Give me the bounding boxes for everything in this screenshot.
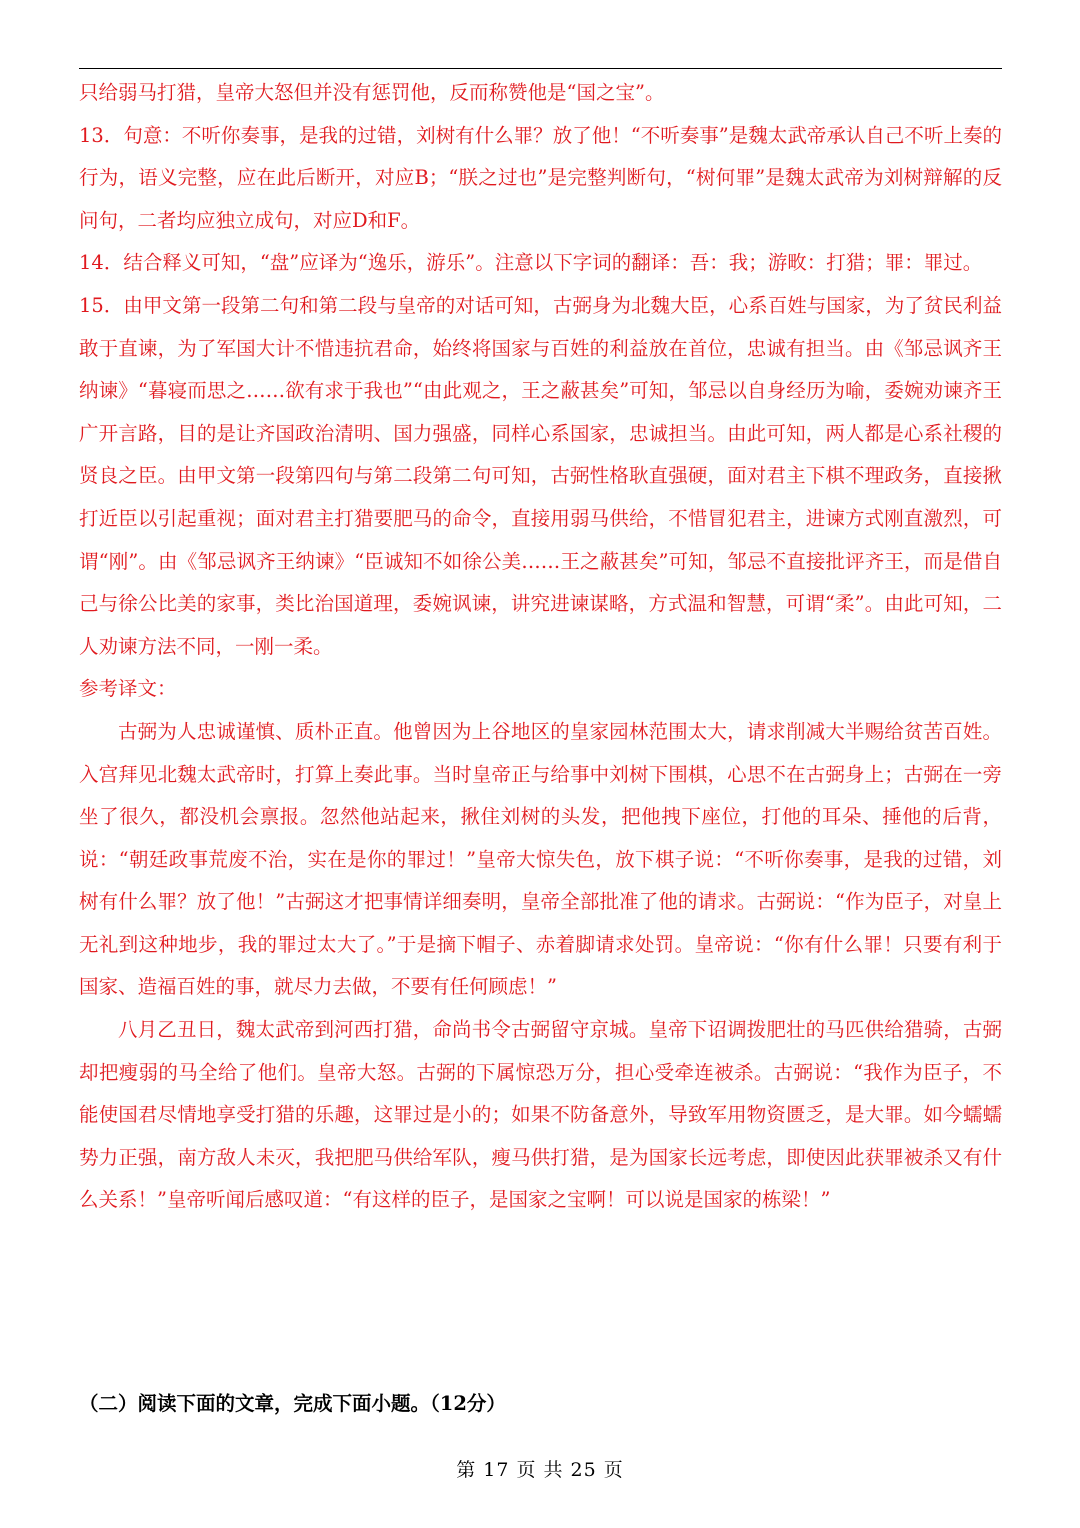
header-rule — [79, 68, 1002, 69]
answer-13: 13．句意：不听你奏事，是我的过错，刘树有什么罪？放了他！“不听奏事”是魏太武帝承认自己不听上奏的行为，语义完整，应在此后断开，对应B；“朕之过也”是完整判断句，“树何罪”是魏太武帝为刘树辩解的反问句，二者均应独立成句，对应D和F。 — [79, 123, 1002, 232]
paragraph-continuation: 只给弱马打猎，皇帝大怒但并没有惩罚他，反而称赞他是“国之宝”。 — [79, 81, 665, 104]
answer-explanation — [79, 72, 1002, 1222]
translation-paragraph: 古弼为人忠诚谨慎、质朴正直。他曾因为上谷地区的皇家园林范围太大，请求削减大半赐给贫苦百姓。入宫拜见北魏太武帝时，打算上奏此事。当时皇帝正与给事中刘树下围棋，心思不在古弼身上；古弼在一旁坐了很久，都没机会禀报。忽然他站起来，揪住刘树的头发，把他拽下座位，打他的耳朵、捶他的后背，说：“朝廷政事荒废不治，实在是你的罪过！”皇帝大惊失色，放下棋子说：“不听你奏事，是我的过错，刘树有什么罪？放了他！”古弼这才把事情详细奏明，皇帝全部批准了他的请求。古弼说：“作为臣子，对皇上无礼到这种地步，我的罪过太大了。”于是摘下帽子、赤着脚请求处罚。皇帝说：“你有什么罪！只要有利于国家、造福百姓的事，就尽力去做，不要有任何顾虑！” — [79, 719, 1002, 999]
page-number: 第 17 页 共 25 页 — [456, 1459, 624, 1481]
section-heading: （二）阅读下面的文章，完成下面小题。（12分） — [79, 1392, 506, 1415]
answer-15: 15．由甲文第一段第二句和第二段与皇帝的对话可知，古弼身为北魏大臣，心系百姓与国家，为了贫民利益敢于直谏，为了军国大计不惜违抗君命，始终将国家与百姓的利益放在首位，忠诚有担当。由《邹忌讽齐王纳谏》“暮寝而思之……欲有求于我也”“由此观之，王之蔽甚矣”可知，邹忌以自身经历为喻，委婉劝谏齐王广开言路，目的是让齐国政治清明、国力强盛，同样心系国家，忠诚担当。由此可知，两人都是心系社稷的贤良之臣。由甲文第一段第四句与第二段第二句可知，古弼性格耿直强硬，面对君主下棋不理政务，直接揪打近臣以引起重视；面对君主打猎要肥马的命令，直接用弱马供给，不惜冒犯君主，进谏方式刚直激烈，可谓“刚”。由《邹忌讽齐王纳谏》“臣诚知不如徐公美……王之蔽甚矣”可知，邹忌不直接批评齐王，而是借自己与徐公比美的家事，类比治国道理，委婉讽谏，讲究进谏谋略，方式温和智慧，可谓“柔”。由此可知，二人劝谏方法不同，一刚一柔。 — [79, 293, 1002, 658]
translation-label: 参考译文： — [79, 677, 177, 701]
answer-14: 14．结合释义可知，“盘”应译为“逸乐，游乐”。注意以下字词的翻译：吾：我；游畋：打猎；罪：罪过。 — [79, 251, 983, 275]
translation-paragraph: 八月乙丑日，魏太武帝到河西打猎，命尚书令古弼留守京城。皇帝下诏调拨肥壮的马匹供给猎骑，古弼却把瘦弱的马全给了他们。皇帝大怒。古弼的下属惊恐万分，担心受牵连被杀。古弼说：“我作为臣子，不能使国君尽情地享受打猎的乐趣，这罪过是小的；如果不防备意外，导致军用物资匮乏，是大罪。如今蠕蠕势力正强，南方敌人未灭，我把肥马供给军队，瘦马供打猎，是为国家长远考虑，即使因此获罪被杀又有什么关系！”皇帝听闻后感叹道：“有这样的臣子，是国家之宝啊！可以说是国家的栋梁！” — [79, 1018, 1002, 1212]
